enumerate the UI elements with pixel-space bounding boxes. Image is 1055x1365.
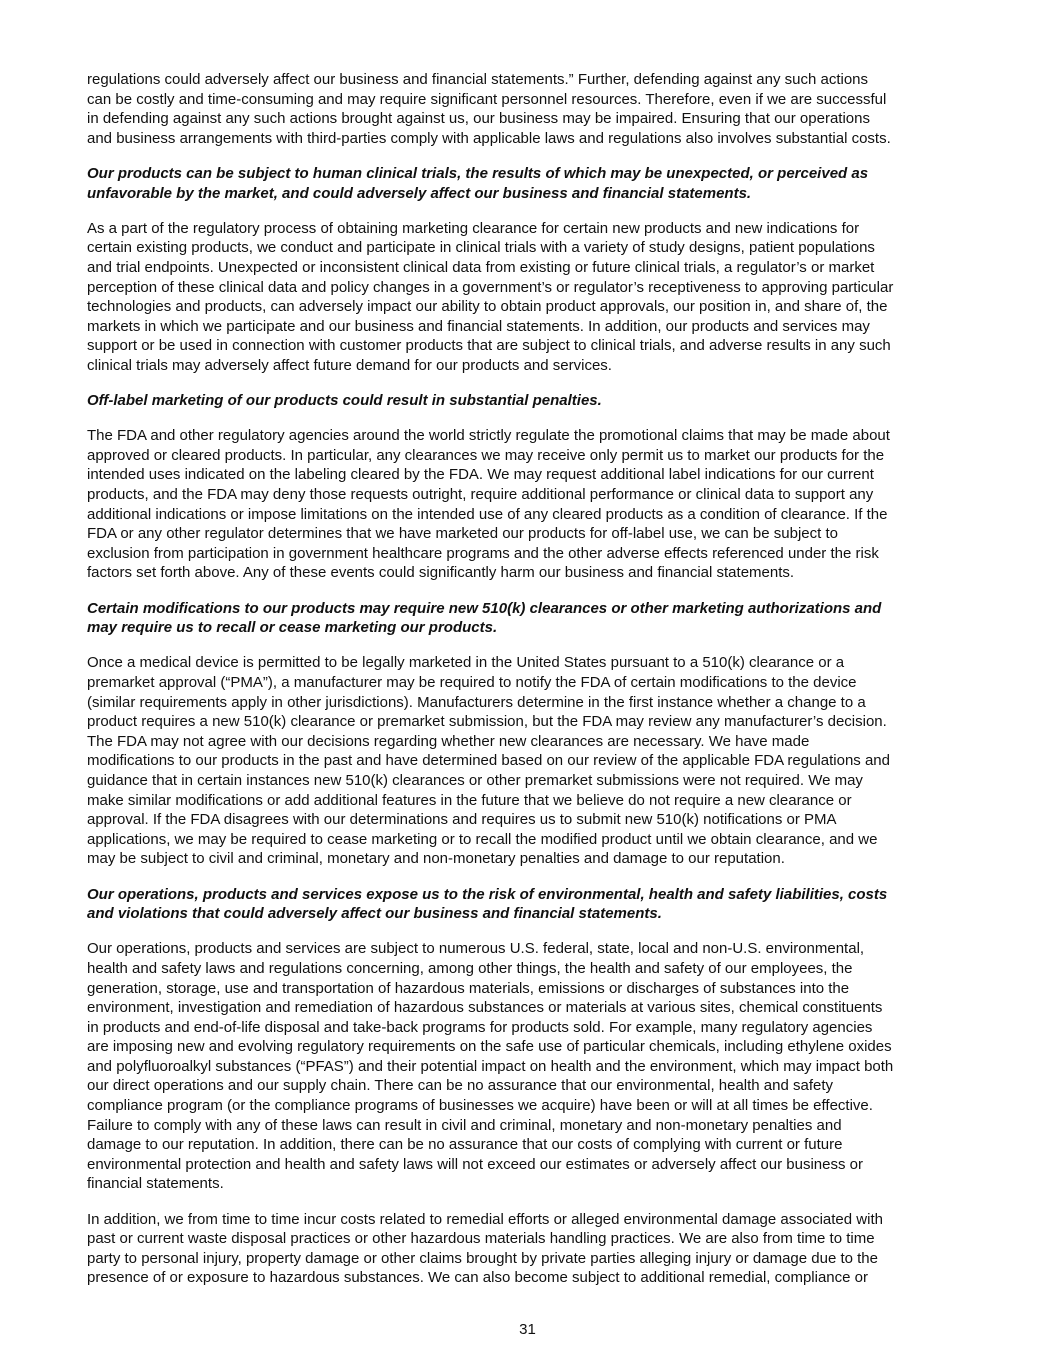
text-line: Our operations, products and services expose us to the risk of environmental, health and safety liabilities, costs — [87, 885, 888, 903]
text-line: past or current waste disposal practices or other hazardous materials handling practices. We are also from time to time — [87, 1230, 875, 1248]
text-line: financial statements. — [87, 1175, 224, 1193]
text-line: environmental protection and health and safety laws will not exceed our estimates or adversely affect our business or — [87, 1155, 863, 1173]
text-line: (similar requirements apply in other jurisdictions). Manufacturers determine in the first instance whether a change to a — [87, 693, 866, 711]
text-line: technologies and products, can adversely impact our ability to obtain product approvals, our position in, and share of, the — [87, 298, 888, 316]
text-line: additional indications or impose limitations on the intended use of any cleared products as a condition of clearance. If the — [87, 505, 888, 523]
text-line: and business arrangements with third-parties comply with applicable laws and regulations also involves substantial costs. — [87, 129, 891, 147]
text-line: markets in which we participate and our business and financial statements. In addition, our products and services may — [87, 317, 870, 335]
text-line: and polyfluoroalkyl substances (“PFAS”) and their potential impact on health and the environment, which may impact both — [87, 1057, 894, 1075]
text-line: may require us to recall or cease marketing our products. — [87, 619, 498, 637]
text-line: perception of these clinical data and policy changes in a government’s or regulator’s receptiveness to approving particular — [87, 278, 894, 296]
text-line: products, and the FDA may deny those requests outright, require additional performance or clinical data to support any — [87, 486, 874, 504]
text-line: environment, investigation and remediation of hazardous substances or materials at various sites, chemical constituents — [87, 999, 883, 1017]
paragraph — [87, 70, 987, 148]
section-heading — [87, 391, 987, 411]
text-line: regulations could adversely affect our business and financial statements.” Further, defending against any such actions — [87, 71, 869, 88]
text-line: may be subject to civil and criminal, monetary and non-monetary penalties and damage to our reputation. — [87, 850, 785, 868]
text-line: guidance that in certain instances new 510(k) clearances or other premarket submissions were not required. We may — [87, 771, 863, 789]
text-line: exclusion from participation in government healthcare programs and the other adverse effects referenced under the risk — [87, 544, 879, 562]
text-line: approval. If the FDA disagrees with our determinations and requires us to submit new 510(k) notifications or PMA — [87, 811, 837, 829]
text-line: certain existing products, we conduct and participate in clinical trials with a variety of study designs, patient populations — [87, 239, 875, 257]
text-line: premarket approval (“PMA”), a manufacturer may be required to notify the FDA of certain modifications to the device — [87, 674, 857, 691]
text-line: presence of or exposure to hazardous substances. We can also become subject to additional remedial, compliance or — [87, 1269, 868, 1287]
text-line: support or be used in connection with customer products that are subject to clinical trials, and adverse results in any such — [87, 337, 891, 355]
text-line: Certain modifications to our products may require new 510(k) clearances or other marketing authorizations and — [87, 599, 882, 617]
text-line: unfavorable by the market, and could adversely affect our business and financial statements. — [87, 184, 752, 202]
text-line: and violations that could adversely affect our business and financial statements. — [87, 905, 662, 923]
document-body — [87, 70, 987, 1304]
text-line: generation, storage, use and transportation of hazardous materials, emissions or discharges of substances into the — [87, 979, 850, 997]
text-line: The FDA may not agree with our decisions regarding whether new clearances are necessary. We have made — [87, 732, 810, 750]
text-line: damage to our reputation. In addition, there can be no assurance that our costs of complying with current or future — [87, 1136, 843, 1154]
text-line: In addition, we from time to time incur costs related to remedial efforts or alleged environmental damage associated with — [87, 1210, 883, 1228]
section-heading — [87, 599, 987, 638]
section-heading — [87, 164, 987, 203]
text-line: intended uses indicated on the labeling cleared by the FDA. We may request additional label indications for our current — [87, 466, 874, 484]
text-line: our direct operations and our supply chain. There can be no assurance that our environmental, health and safety — [87, 1077, 834, 1095]
text-line: Off-label marketing of our products could result in substantial penalties. — [87, 392, 602, 410]
text-line: approved or cleared products. In particular, any clearances we may receive only permit us to market our products for the — [87, 446, 885, 464]
text-line: clinical trials may adversely affect future demand for our products and services. — [87, 356, 612, 374]
text-line: product requires a new 510(k) clearance or premarket submission, but the FDA may review any manufacturer’s decision. — [87, 713, 887, 731]
text-line: Our operations, products and services are subject to numerous U.S. federal, state, local and non-U.S. environmental, — [87, 940, 865, 958]
text-line: modifications to our products in the past and have determined based on our review of the applicable FDA regulations and — [87, 752, 890, 770]
section-heading — [87, 885, 987, 924]
paragraph — [87, 1210, 987, 1288]
text-line: FDA or any other regulator determines that we have marketed our products for off-label use, we can be subject to — [87, 525, 838, 543]
text-line: party to personal injury, property damage or other claims brought by private parties alleging injury or damage due to the — [87, 1249, 878, 1267]
text-line: As a part of the regulatory process of obtaining marketing clearance for certain new products and new indications for — [87, 219, 860, 237]
text-line: Failure to comply with any of these laws can result in civil and criminal, monetary and non-monetary penalties and — [87, 1116, 842, 1134]
text-line: and trial endpoints. Unexpected or inconsistent clinical data from existing or future clinical trials, a regulator’s or market — [87, 258, 875, 276]
text-line: Our products can be subject to human clinical trials, the results of which may be unexpected, or perceived as — [87, 164, 869, 182]
paragraph — [87, 219, 987, 376]
text-line: health and safety laws and regulations concerning, among other things, the health and safety of our employees, the — [87, 959, 853, 977]
text-line: can be costly and time-consuming and may require significant personnel resources. Therefore, even if we are successful — [87, 90, 887, 108]
text-line: in products and end-of-life disposal and take-back programs for products sold. For example, many regulatory agencies — [87, 1018, 873, 1036]
text-line: The FDA and other regulatory agencies around the world strictly regulate the promotional claims that may be made about — [87, 427, 890, 445]
text-line: factors set forth above. Any of these events could significantly harm our business and financial statements. — [87, 564, 795, 582]
text-line: in defending against any such actions brought against us, our business may be impaired. Ensuring that our operations — [87, 110, 870, 128]
text-line: make similar modifications or add additional features in the future that we believe do not require a new clearance or — [87, 791, 852, 809]
page-number: 31 — [519, 1321, 536, 1338]
paragraph — [87, 653, 987, 869]
text-line: applications, we may be required to cease marketing or to recall the modified product until we obtain clearance, and we — [87, 830, 878, 848]
paragraph — [87, 426, 987, 583]
text-line: Once a medical device is permitted to be legally marketed in the United States pursuant to a 510(k) clearance or a — [87, 654, 845, 672]
text-line: compliance program (or the compliance programs of businesses we acquire) have been or will at all times be effective. — [87, 1097, 873, 1115]
paragraph — [87, 939, 987, 1194]
text-line: are imposing new and evolving regulatory requirements on the safe use of particular chemicals, including ethylene oxides — [87, 1038, 892, 1056]
